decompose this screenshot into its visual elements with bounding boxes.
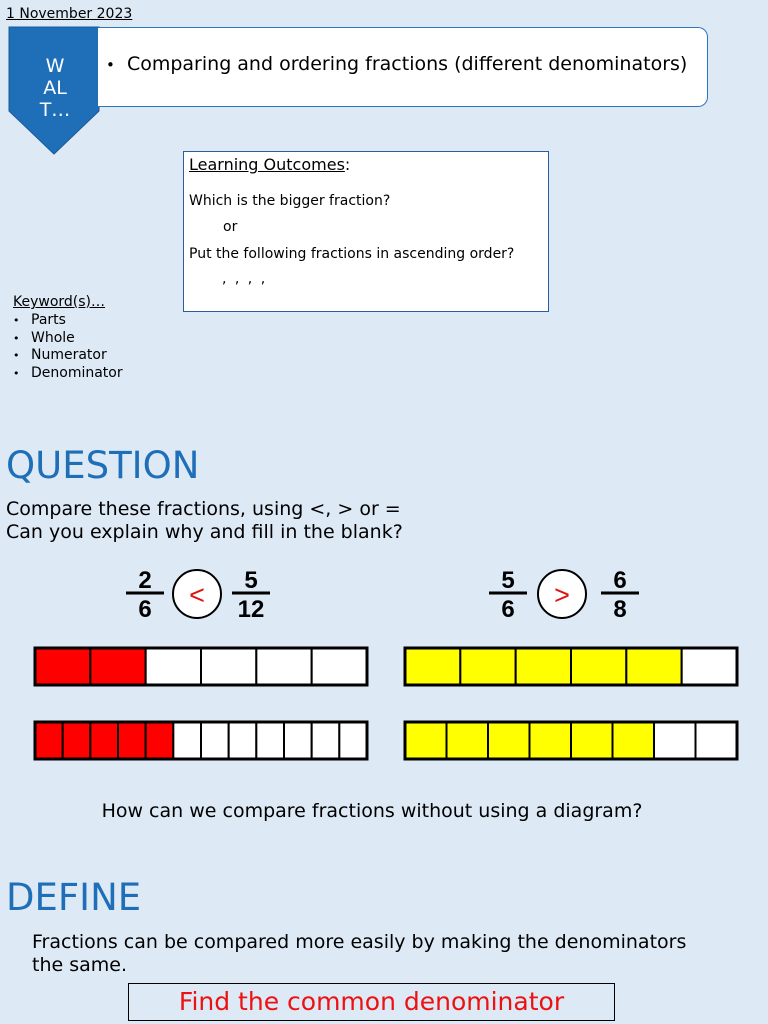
outcome-or: or [223,219,238,235]
bar-segment [571,648,626,685]
question-line-1: Compare these fractions, using <, > or = [6,498,401,520]
keyword-item: • Denominator [13,365,123,383]
bar-segment [256,648,311,685]
fraction-right-1-numerator: 5 [244,567,258,594]
walt-label [30,55,80,121]
outcome-question-1: Which is the bigger fraction? [189,193,391,209]
bar-segment [63,722,91,759]
bar-segment [35,722,63,759]
bar-segment [339,722,367,759]
bar-segment [201,722,229,759]
bar-segment [201,648,256,685]
bar-segment [173,722,201,759]
bar-segment [696,722,738,759]
bar-segment [613,722,655,759]
bar-segment [256,722,284,759]
objective-text [106,53,687,75]
bar-segment [146,722,174,759]
keyword-item: • Numerator [13,347,123,365]
bar-segment [146,648,201,685]
comparison-symbol: > [554,580,570,610]
bar-segment [447,722,489,759]
define-line-1: Fractions can be compared more easily by making the denominators [32,931,687,953]
walt-line: AL [43,77,67,99]
walt-line: T… [39,99,71,121]
fraction-left-1-denominator: 6 [138,596,152,623]
question-line-2: Can you explain why and fill in the blank? [6,521,403,543]
bar-segment [312,722,340,759]
bar-segment [229,722,257,759]
bar-segment [284,722,312,759]
keyword-item: • Whole [13,330,123,348]
fraction-right-2-numerator: 6 [613,567,627,594]
bar-segment [90,722,118,759]
outcome-question-2: Put the following fractions in ascending order? [189,246,515,262]
fraction-right-1-denominator: 12 [237,596,265,623]
bar-segment [405,722,447,759]
bar-segment [654,722,696,759]
fraction-right-2-denominator: 8 [613,596,627,623]
bar-segment [571,722,613,759]
keywords-list [13,312,123,382]
learning-outcomes-title-text: Learning Outcomes [189,155,345,174]
outcome-commas: , , , , [222,271,268,287]
bar-segment [682,648,737,685]
date: 1 November 2023 [6,6,133,22]
bar-segment [118,722,146,759]
objective-label: Comparing and ordering fractions (different denominators) [126,53,688,75]
bar-segment [516,648,571,685]
bar-segment [626,648,681,685]
diagram-question: How can we compare fractions without using a diagram? [101,800,643,822]
learning-outcomes-title [189,155,350,174]
fraction-comparisons [0,560,768,770]
define-heading: DEFINE [6,876,142,919]
bar-segment [90,648,145,685]
bar-segment [530,722,572,759]
keyword-item: • Parts [13,312,123,330]
learning-outcomes-box [183,151,549,312]
bullet-icon: • [106,56,115,74]
keywords-title: Keyword(s)… [13,294,106,310]
fraction-left-2-denominator: 6 [501,596,515,623]
learning-outcomes-colon: : [344,155,351,174]
bar-segment [405,648,460,685]
fraction-left-2-numerator: 5 [501,567,515,594]
bar-segment [488,722,530,759]
fraction-left-1-numerator: 2 [138,567,152,594]
bar-segment [460,648,515,685]
question-heading: QUESTION [6,444,200,487]
common-denominator-box: Find the common denominator [128,983,615,1021]
walt-line: W [45,55,65,77]
bar-segment [35,648,90,685]
comparison-symbol: < [189,580,205,610]
bar-segment [312,648,367,685]
define-line-2: the same. [32,954,127,976]
